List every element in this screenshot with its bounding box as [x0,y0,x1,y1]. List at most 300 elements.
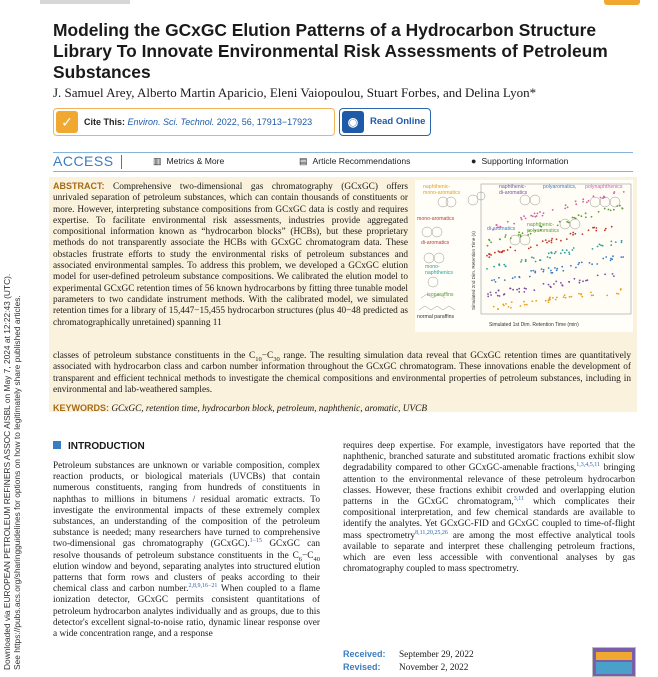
toc-scatter-point [493,306,495,308]
toc-scatter-point [600,244,602,246]
toc-scatter-point [616,293,618,295]
toc-scatter-point [593,227,595,229]
toc-scatter-point [602,245,604,247]
toc-scatter-point [556,269,558,271]
toc-scatter-point [591,216,593,218]
received-date: September 29, 2022 [399,650,474,660]
toc-scatter-point [521,259,523,261]
intro-c1-d: elution window and beyond, separating analytes into structured elution patterns that form rows and clusters of peaks according to their chemical class and carbon number. [53,561,320,595]
toc-scatter-point [612,255,614,257]
toc-scatter-point [550,251,552,253]
toc-scatter-point [549,286,551,288]
toc-scatter-point [522,232,524,234]
toc-scatter-point [499,295,501,297]
toc-label-naphthenic-mono: naphthenic-mono-aromatics [423,184,461,196]
toc-scatter-point [585,212,587,214]
toc-scatter-point [562,285,564,287]
abstract-body-2c: range. The resulting simulation data reveal that GCxGC retention times are quantitatively associated with hydrocarbon class and carbon number information throughout the GCxGC chromatogram. These innovations enable the development of transparent and efficient technical methods to investigate the chemical compositions and environmental properties of petroleum substances, including in environmental and lab-weathered samples. [53,351,632,395]
bar-chart-icon: ▥ [153,156,162,166]
toc-scatter-point [490,241,492,243]
toc-scatter-point [499,239,501,241]
toc-scatter-point [518,232,520,234]
supporting-info-icon: ● [471,156,477,166]
toc-scatter-point [552,297,554,299]
toc-scatter-point [566,238,568,240]
toc-scatter-point [597,246,599,248]
toc-scatter-point [510,307,512,309]
toc-scatter-point [562,249,564,251]
toc-scatter-point [560,240,562,242]
toc-scatter-point [523,291,525,293]
toc-scatter-point [572,232,574,234]
toc-label-mono-naphthenics: mono-naphthenics [425,264,453,276]
toc-scatter-point [527,234,529,236]
toc-scatter-point [486,255,488,257]
toc-scatter-point [604,230,606,232]
toc-scatter-point [512,289,514,291]
toc-scatter-point [509,288,511,290]
journal-header-mark [40,0,130,4]
toc-scatter-point [543,269,545,271]
toc-scatter-point [534,213,536,215]
toc-scatter-point [491,280,493,282]
intro-c2-c: which complicates their compositional interpretation, and few chemical standards are available to identify the analytes. Yet GCxGC-FID and GCxGC coupled to time-of-flight mass spectrometry [343,497,635,541]
toc-scatter-point [582,233,584,235]
toc-scatter-point [564,252,566,254]
revised-date: November 2, 2022 [399,663,469,673]
toc-scatter-point [511,301,513,303]
toc-scatter-point [592,248,594,250]
toc-scatter-point [545,239,547,241]
toc-scatter-point [577,264,579,266]
toc-scatter-point [524,304,526,306]
toc-scatter-point [534,271,536,273]
toc-scatter-point [503,264,505,266]
intro-c1-b: GCxGC can resolve thousands of petroleum substance constituents in the C [53,539,320,561]
toc-scatter-point [556,268,558,270]
toc-scatter-point [549,257,551,259]
citation-link[interactable]: 2,8,9,16−21 [188,583,218,590]
cite-reference[interactable]: 2022, 56, 17913−17923 [216,117,313,127]
article-title: Modeling the GCxGC Elution Patterns of a Hydrocarbon Structure Library To Innovate Environmental Risk Assessments of Petroleum Substances [53,20,608,82]
toc-scatter-point [623,191,625,193]
toc-scatter-point [619,205,621,207]
toc-scatter-point [487,245,489,247]
toc-scatter-point [505,265,507,267]
page-top-strip [0,0,658,6]
toc-scatter-point [531,256,533,258]
toc-scatter-point [535,261,537,263]
citation-link[interactable]: 1,3,4,5,11 [576,462,601,469]
toc-scatter-point [565,297,567,299]
toc-scatter-point [578,262,580,264]
toc-scatter-point [610,260,612,262]
toc-scatter-point [562,270,564,272]
toc-scatter-point [585,216,587,218]
toc-scatter-point [555,299,557,301]
toc-scatter-point [539,211,541,213]
toc-scatter-point [570,233,572,235]
toc-scatter-point [551,242,553,244]
toc-scatter-point [581,296,583,298]
checkmark-icon: ✓ [56,111,78,133]
recommendations-label: Article Recommendations [312,156,411,166]
toc-scatter-point [548,267,550,269]
toc-scatter-point [531,300,533,302]
toc-scatter-point [579,282,581,284]
keywords-label: KEYWORDS: [53,403,109,413]
supporting-info-link[interactable] [471,156,568,166]
toc-scatter-point [518,288,520,290]
toc-scatter-point [564,208,566,210]
toc-scatter-point [553,283,555,285]
toc-scatter-point [590,292,592,294]
toc-scatter-point [604,273,606,275]
document-icon: ▤ [299,156,308,166]
toc-scatter-point [523,301,525,303]
toc-scatter-point [573,247,575,249]
toc-scatter-point [552,272,554,274]
toc-scatter-point [613,209,615,211]
toc-scatter-point [504,236,506,238]
citation-text [84,117,312,127]
toc-scatter-point [555,281,557,283]
toc-scatter-point [533,257,535,259]
toc-scatter-point [525,260,527,262]
toc-scatter-point [512,277,514,279]
intro-sub-c6: 6 [298,555,303,563]
toc-scatter-point [612,273,614,275]
toc-scatter-point [521,219,523,221]
toc-label-polynaphthenics: polynaphthenics [585,184,623,190]
toc-scatter-point [618,293,620,295]
toc-scatter-point [499,264,501,266]
toc-scatter-point [572,217,574,219]
toc-scatter-point [611,241,613,243]
toc-scatter-point [554,267,556,269]
intro-c1-e: When coupled to a flame ionization detector, GCxGC permits consistent quantitations of petroleum hydrocarbon analytes individually and as groups, due to this detector's excellent signal-to-noise ratio, dynamic linear response over a wide concentration range, and a response [53,584,320,640]
abstract-body-1: Comprehensive two-dimensional gas chromatography (GCxGC) offers unrivaled separation of petroleum substances, which can contain thousands of constituents or more. However, interpreting substance compositions from GCxGC data is costly and requires expertise. To facilitate environmental risk assessments, industries provide aggregated compositional information known as “hydrocarbon blocks” (HCBs), but these proprietary methods do not transparently associate the HCBs with GCxGC chromatogram data. These obstacles frustrate efforts to study the environmental risks of petroleum substances and associated environmental samples. To address this problem, we developed a GCxGC elution model for user-defined petroleum substance compositions. We calibrated the elution model to experimental GCxGC retention times of 56 known hydrocarbons by fitting three tunable model parameters to two candidate instrument methods. With the calibrated model, we simulated retention times for a library of 15,447−15,455 hydrocarbon structures (plus 40−48 predicted as chromatographically unretained) spanning 11 [53,182,408,328]
toc-scatter-point [611,226,613,228]
toc-scatter-point [581,262,583,264]
section-heading-introduction [53,441,145,452]
keywords-list: GCxGC, retention time, hydrocarbon block, petroleum, naphthenic, aromatic, UVCB [111,404,428,414]
toc-scatter-point [507,221,509,223]
metrics-link[interactable] [153,156,224,167]
toc-scatter-point [548,301,550,303]
toc-graphic-svg [415,180,633,332]
abstract-sub-c30: 30 [273,355,280,363]
toc-scatter-point [486,268,488,270]
toc-scatter-point [611,258,613,260]
toc-scatter-point [539,259,541,261]
article-type-badge [604,0,640,5]
toc-scatter-point [546,242,548,244]
article-dates [343,648,474,674]
toc-scatter-point [557,225,559,227]
toc-scatter-point [575,200,577,202]
toc-scatter-point [528,248,530,250]
recommendations-link[interactable] [299,156,410,167]
toc-scatter-point [490,254,492,256]
toc-scatter-point [542,240,544,242]
toc-scatter-point [595,230,597,232]
toc-scatter-point [530,246,532,248]
toc-scatter-point [598,211,600,213]
toc-scatter-point [591,263,593,265]
toc-scatter-point [530,270,532,272]
toc-scatter-point [561,266,563,268]
toc-scatter-point [501,251,503,253]
intro-c2-b: bringing attention to the environmental relevance of these petroleum hydrocarbon classes. However, these fractions exhibit crowded and overlapping elution patterns in the GCxGC chromatogram, [343,463,635,508]
toc-scatter-point [604,208,606,210]
toc-label-naphthenic-di: naphthenic-di-aromatics [499,184,528,196]
toc-scatter-point [518,276,520,278]
toc-scatter-point [513,223,515,225]
toc-scatter-point [543,283,545,285]
download-notice-line2: See https://pubs.acs.org/sharingguidelines for options on how to legitimately share published articles. [12,295,22,670]
toc-scatter-point [488,256,490,258]
toc-scatter-point [579,280,581,282]
toc-scatter-point [507,249,509,251]
toc-scatter-point [530,215,532,217]
toc-scatter-point [572,234,574,236]
keywords-line [53,403,631,415]
toc-scatter-point [520,261,522,263]
journal-cover-thumbnail[interactable] [592,647,636,677]
toc-scatter-point [564,294,566,296]
toc-scatter-point [551,238,553,240]
toc-scatter-point [569,253,571,255]
toc-scatter-point [588,200,590,202]
toc-scatter-point [518,234,520,236]
toc-scatter-point [518,291,520,293]
section-heading-text: INTRODUCTION [68,441,145,452]
toc-scatter-point [581,215,583,217]
toc-scatter-point [572,249,574,251]
toc-scatter-point [589,262,591,264]
toc-scatter-point [620,289,622,291]
toc-scatter-point [574,233,576,235]
abstract-text-part1 [53,181,408,329]
toc-scatter-point [487,293,489,295]
cover-band-bottom [596,662,632,674]
toc-scatter-point [578,214,580,216]
toc-scatter-point [606,295,608,297]
toc-scatter-point [505,303,507,305]
cite-this-box[interactable] [53,108,335,136]
author-list: J. Samuel Arey, Alberto Martin Aparicio, Eleni Vaiopoulou, Stuart Forbes, and Delina Lyon* [53,85,537,100]
read-online-label: Read Online [370,116,426,127]
toc-scatter-point [556,238,558,240]
toc-scatter-point [488,239,490,241]
toc-scatter-point [600,197,602,199]
toc-scatter-point [596,227,598,229]
access-label: ACCESS [53,153,114,169]
toc-scatter-point [604,197,606,199]
toc-scatter-point [493,266,495,268]
citation-link[interactable]: 1−15 [249,538,263,545]
toc-label-mono-aromatics: mono-aromatics [417,216,455,222]
toc-scatter-point [548,299,550,301]
toc-scatter-point [536,244,538,246]
toc-scatter-point [566,249,568,251]
download-notice-line1: Downloaded via EUROPEAN PETROLEUM REFINERS ASSOC AISBL on May 7, 2024 at 12:22:43 (UTC). [2,273,12,670]
toc-scatter-point [565,204,567,206]
toc-scatter-point [586,201,588,203]
toc-scatter-point [574,278,576,280]
toc-scatter-point [554,253,556,255]
intro-column-1 [53,461,320,640]
toc-scatter-point [505,234,507,236]
toc-scatter-point [580,294,582,296]
toc-scatter-point [549,297,551,299]
toc-scatter-point [543,212,545,214]
toc-scatter-point [605,228,607,230]
toc-scatter-point [622,208,624,210]
intro-sub-c40: 40 [313,555,320,563]
abstract-body-2b: −C [261,351,274,361]
toc-scatter-point [548,284,550,286]
toc-scatter-point [503,294,505,296]
toc-scatter-point [510,246,512,248]
cover-band-top [596,652,632,660]
toc-scatter-point [495,281,497,283]
toc-scatter-point [498,250,500,252]
toc-scatter-point [498,290,500,292]
toc-scatter-point [599,244,601,246]
abstract-sub-c10: 10 [255,355,262,363]
toc-scatter-point [620,256,622,258]
toc-scatter-point [555,251,557,253]
toc-scatter-point [488,253,490,255]
intro-column-2 [343,441,635,575]
toc-scatter-point [575,267,577,269]
toc-scatter-point [610,210,612,212]
toc-scatter-point [520,234,522,236]
toc-scatter-point [588,229,590,231]
metrics-label: Metrics & More [166,156,225,166]
toc-scatter-point [568,222,570,224]
toc-scatter-point [525,288,527,290]
toc-scatter-point [487,296,489,298]
toc-scatter-point [592,294,594,296]
toc-label-normal-paraffins: normal paraffins [417,314,455,320]
toc-scatter-point [542,271,544,273]
toc-scatter-point [542,215,544,217]
toc-scatter-point [532,270,534,272]
toc-scatter-point [541,268,543,270]
toc-scatter-point [490,292,492,294]
toc-scatter-point [596,263,598,265]
toc-scatter-point [548,240,550,242]
toc-scatter-point [552,209,554,211]
toc-label-naphthenic-poly: naphthenic-polyaromatics [527,222,560,234]
toc-scatter-point [556,297,558,299]
toc-scatter-point [523,215,525,217]
toc-scatter-point [582,201,584,203]
toc-scatter-point [608,209,610,211]
toc-label-polyaromatics: polyaromatics, [543,184,577,190]
toc-scatter-point [514,276,516,278]
toc-scatter-point [575,203,577,205]
citation-link[interactable]: 3,11 [513,495,525,502]
abstract-body-2a: classes of petroleum substance constituents in the C [53,351,256,361]
read-online-button[interactable] [339,108,431,136]
download-notice [2,150,28,670]
toc-scatter-point [495,292,497,294]
toc-scatter-point [570,265,572,267]
toc-scatter-point [613,275,615,277]
toc-label-di-aromatics: di-aromatics [421,240,450,246]
toc-scatter-point [610,244,612,246]
toc-scatter-point [567,206,569,208]
toc-scatter-point [548,252,550,254]
toc-scatter-point [503,305,505,307]
revised-label: Revised: [343,662,381,672]
toc-scatter-point [516,289,518,291]
toc-scatter-point [536,215,538,217]
toc-scatter-point [490,294,492,296]
toc-scatter-point [547,256,549,258]
intro-c1-c: −C [302,550,314,561]
toc-scatter-point [597,275,599,277]
toc-label-di-aromatics-2: di-aromatics [487,226,516,232]
toc-y-axis-label: Simulated 2nd Dim. Retention Time (s) [471,231,476,310]
toc-scatter-point [494,252,496,254]
toc-scatter-point [613,192,615,194]
toc-scatter-point [533,289,535,291]
toc-scatter-point [526,304,528,306]
toc-scatter-point [560,282,562,284]
toc-scatter-point [529,276,531,278]
toc-scatter-point [615,241,617,243]
toc-scatter-point [493,279,495,281]
supporting-label: Supporting Information [481,156,569,166]
toc-scatter-point [514,250,516,252]
toc-scatter-point [520,217,522,219]
toc-scatter-point [550,270,552,272]
toc-scatter-point [563,296,565,298]
citation-link[interactable]: 8,11,20,25,26 [415,529,448,536]
toc-scatter-point [524,287,526,289]
toc-scatter-point [537,213,539,215]
toc-scatter-point [532,215,534,217]
toc-scatter-point [578,293,580,295]
toc-scatter-point [549,299,551,301]
abstract-label: ABSTRACT: [53,181,105,191]
toc-graphic [415,180,633,332]
access-bar [53,152,633,172]
revised-date-row [343,661,474,674]
cite-label: Cite This: [84,117,126,127]
toc-scatter-point [560,252,562,254]
toc-scatter-point [571,296,573,298]
toc-scatter-point [568,281,570,283]
toc-label-isoparaffins: isoparaffins [427,292,454,298]
toc-scatter-point [582,198,584,200]
globe-icon: ◉ [342,111,364,133]
intro-c1-a: Petroleum substances are unknown or variable composition, complex reaction products, or biological materials (UVCBs) that contain numerous constituents, ranging from hundreds of constituents in naphthas to millions in bitumens / residual aromatic extracts. To investigate the environmental impacts of these extremely complex substances, an understanding of the composition of the petroleum substance is needed; many researchers have turned to comprehensive two-dimensional gas chromatography (GCxGC). [53,461,320,550]
toc-scatter-point [621,240,623,242]
received-date-row [343,648,474,661]
cite-journal[interactable]: Environ. Sci. Technol. [127,117,215,127]
toc-scatter-point [498,277,500,279]
toc-scatter-point [605,256,607,258]
toc-scatter-point [497,295,499,297]
received-label: Received: [343,649,386,659]
toc-scatter-point [535,300,537,302]
